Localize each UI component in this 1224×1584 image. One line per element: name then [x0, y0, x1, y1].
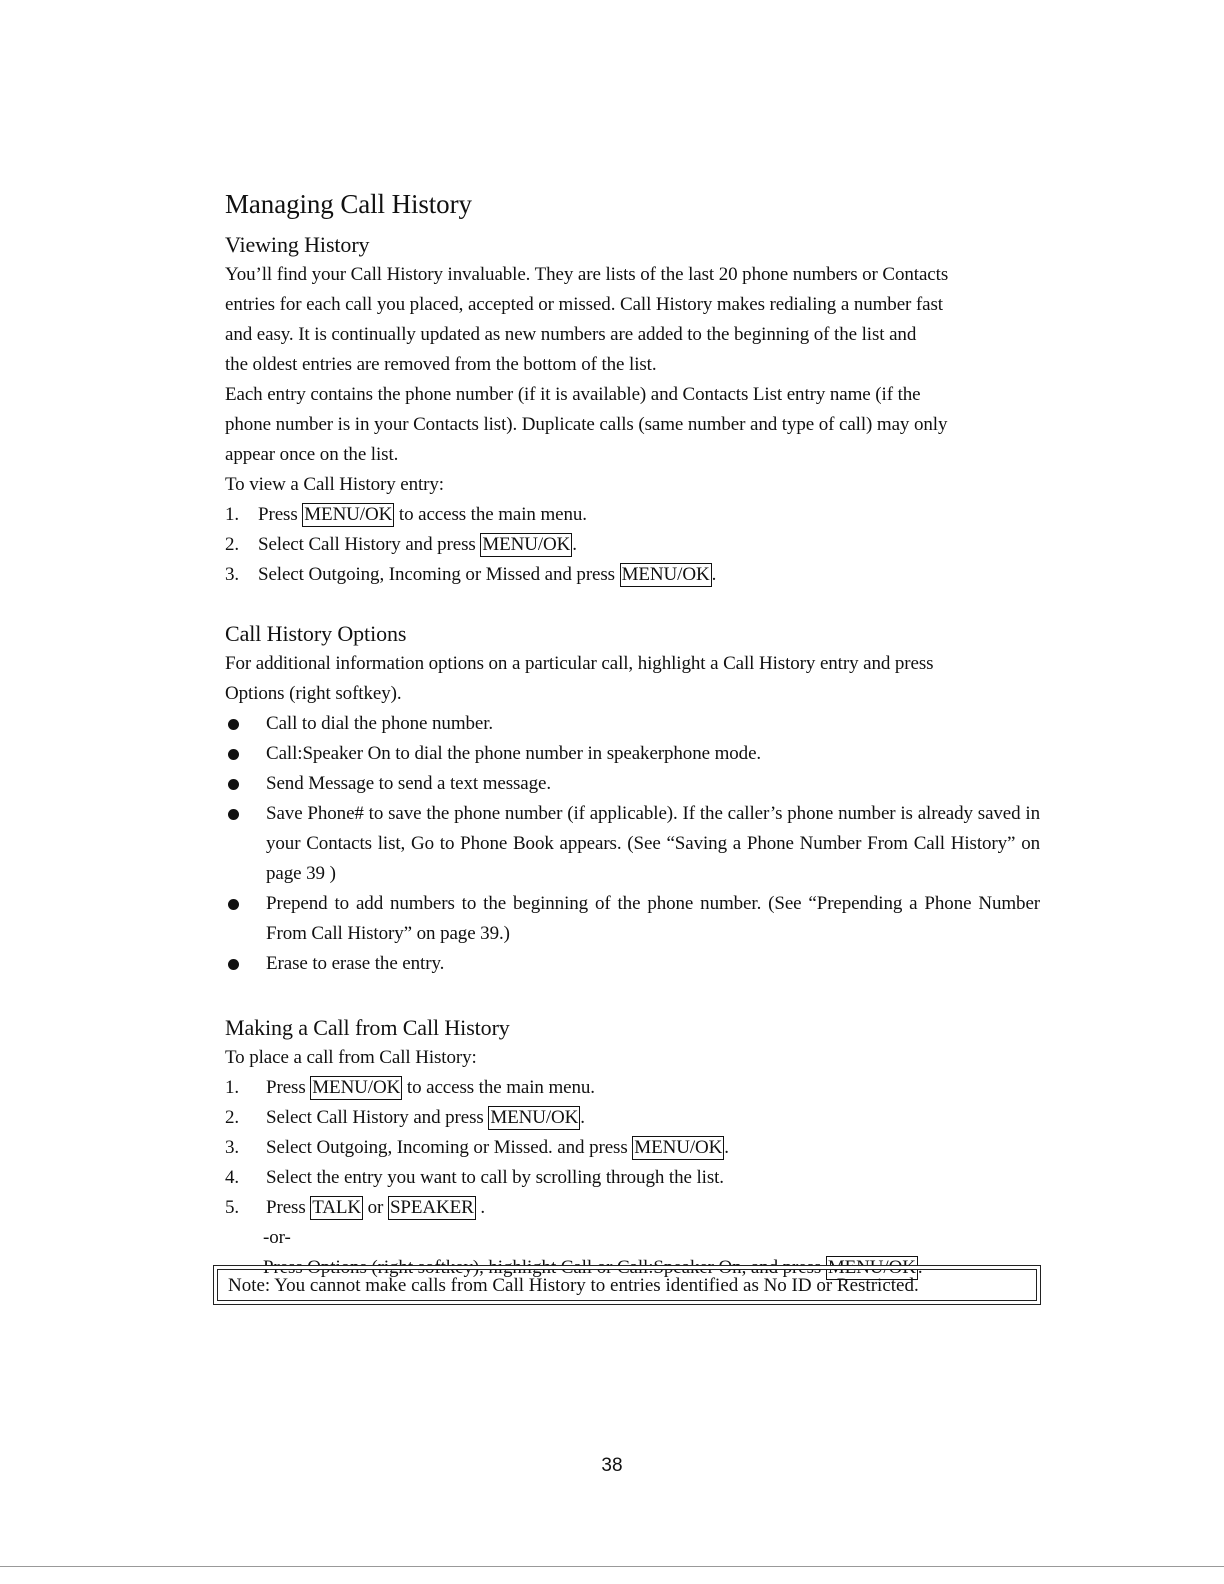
bullet-icon	[225, 889, 266, 949]
list-item	[225, 560, 1040, 590]
list-item	[225, 1103, 1040, 1133]
step-text: Select Outgoing, Incoming or Missed and press MENU/OK .	[258, 564, 717, 585]
bullet-item: Call to dial the phone number.	[225, 709, 1040, 739]
note-text: Note: You cannot make calls from Call History to entries identified as No ID or Restricted.	[228, 1275, 919, 1296]
scan-edge-divider	[0, 1566, 1224, 1567]
step-number: 4.	[225, 1167, 240, 1188]
step-text: Select Call History and press MENU/OK .	[266, 1107, 585, 1128]
text-line: Options (right softkey).	[225, 683, 402, 704]
text-line: and easy. It is continually updated as new numbers are added to the beginning of the list and	[225, 324, 917, 345]
menu-ok-key: MENU/OK	[827, 1257, 916, 1278]
view-entry-intro: To view a Call History entry:	[225, 474, 444, 495]
note-box	[213, 1265, 1041, 1305]
menu-ok-key: MENU/OK	[304, 504, 393, 525]
step-number: 1.	[225, 1077, 240, 1098]
menu-ok-key: MENU/OK	[621, 564, 710, 585]
menu-ok-key: MENU/OK	[634, 1137, 723, 1158]
step-text: Select Call History and press MENU/OK .	[258, 534, 577, 555]
list-item	[225, 1133, 1040, 1163]
step-number: 5.	[225, 1197, 240, 1218]
menu-ok-key: MENU/OK	[482, 534, 571, 555]
bullet-icon	[225, 769, 266, 799]
options-bullet-list	[225, 709, 1040, 979]
text-line: appear once on the list.	[225, 444, 399, 465]
step-number: 3.	[225, 564, 240, 585]
text-line: You’ll find your Call History invaluable. They are lists of the last 20 phone numbers or Contacts	[225, 264, 949, 285]
speaker-key: SPEAKER	[389, 1197, 474, 1218]
bullet-item: Save Phone# to save the phone number (if applicable). If the caller’s phone number is already saved in your Contacts list, Go to Phone Book appears. (See “Saving a Phone Number From Call History” on page 39 )	[225, 799, 1040, 889]
view-steps-list	[225, 500, 1040, 590]
bullet-item: Prepend to add numbers to the beginning of the phone number. (See “Prepending a Phone Number From Call History” on page 39.)	[225, 889, 1040, 949]
heading-call-history-options: Call History Options	[225, 621, 407, 646]
step-number: 2.	[225, 1107, 240, 1128]
bullet-icon	[225, 739, 266, 769]
step-number: 2.	[225, 534, 240, 555]
alternate-step: Press Options (right softkey), highlight Call or Call:Speaker On, and press MENU/OK .	[263, 1257, 923, 1278]
paragraph-entry	[225, 380, 1040, 470]
page-content	[225, 186, 1040, 1283]
call-steps-list	[225, 1073, 1040, 1283]
menu-ok-key: MENU/OK	[312, 1077, 401, 1098]
step-number: 1.	[225, 504, 240, 525]
talk-key: TALK	[312, 1197, 361, 1218]
paragraph-intro	[225, 260, 1040, 380]
page-title: Managing Call History	[225, 189, 472, 219]
list-item	[225, 1163, 1040, 1193]
bullet-icon	[225, 949, 266, 979]
step-text: Select Outgoing, Incoming or Missed. and press MENU/OK .	[266, 1137, 729, 1158]
page-number: 38	[601, 1455, 623, 1476]
list-item	[225, 530, 1040, 560]
bullet-item: Erase to erase the entry.	[225, 949, 1040, 979]
step-text: Select the entry you want to call by scrolling through the list.	[266, 1167, 724, 1188]
text-line: For additional information options on a particular call, highlight a Call History entry and press	[225, 653, 934, 674]
step-text: Press MENU/OK to access the main menu.	[258, 504, 587, 525]
text-line: entries for each call you placed, accepted or missed. Call History makes redialing a number fast	[225, 294, 943, 315]
or-separator: -or-	[263, 1227, 291, 1248]
menu-ok-key: MENU/OK	[490, 1107, 579, 1128]
heading-making-a-call: Making a Call from Call History	[225, 1015, 510, 1040]
heading-viewing-history: Viewing History	[225, 232, 370, 257]
text-line: the oldest entries are removed from the bottom of the list.	[225, 354, 657, 375]
bullet-item: Call:Speaker On to dial the phone number in speakerphone mode.	[225, 739, 1040, 769]
text-line: Each entry contains the phone number (if it is available) and Contacts List entry name (if the	[225, 384, 921, 405]
step-text: Press TALK or SPEAKER .	[266, 1197, 486, 1218]
text-line: phone number is in your Contacts list). Duplicate calls (same number and type of call) may only	[225, 414, 948, 435]
bullet-item: Send Message to send a text message.	[225, 769, 1040, 799]
bullet-icon	[225, 709, 266, 739]
bullet-icon	[225, 799, 266, 889]
place-call-intro: To place a call from Call History:	[225, 1047, 477, 1068]
step-number: 3.	[225, 1137, 240, 1158]
list-item	[225, 1073, 1040, 1103]
list-item	[225, 500, 1040, 530]
step-text: Press MENU/OK to access the main menu.	[266, 1077, 595, 1098]
list-item	[225, 1193, 1040, 1223]
